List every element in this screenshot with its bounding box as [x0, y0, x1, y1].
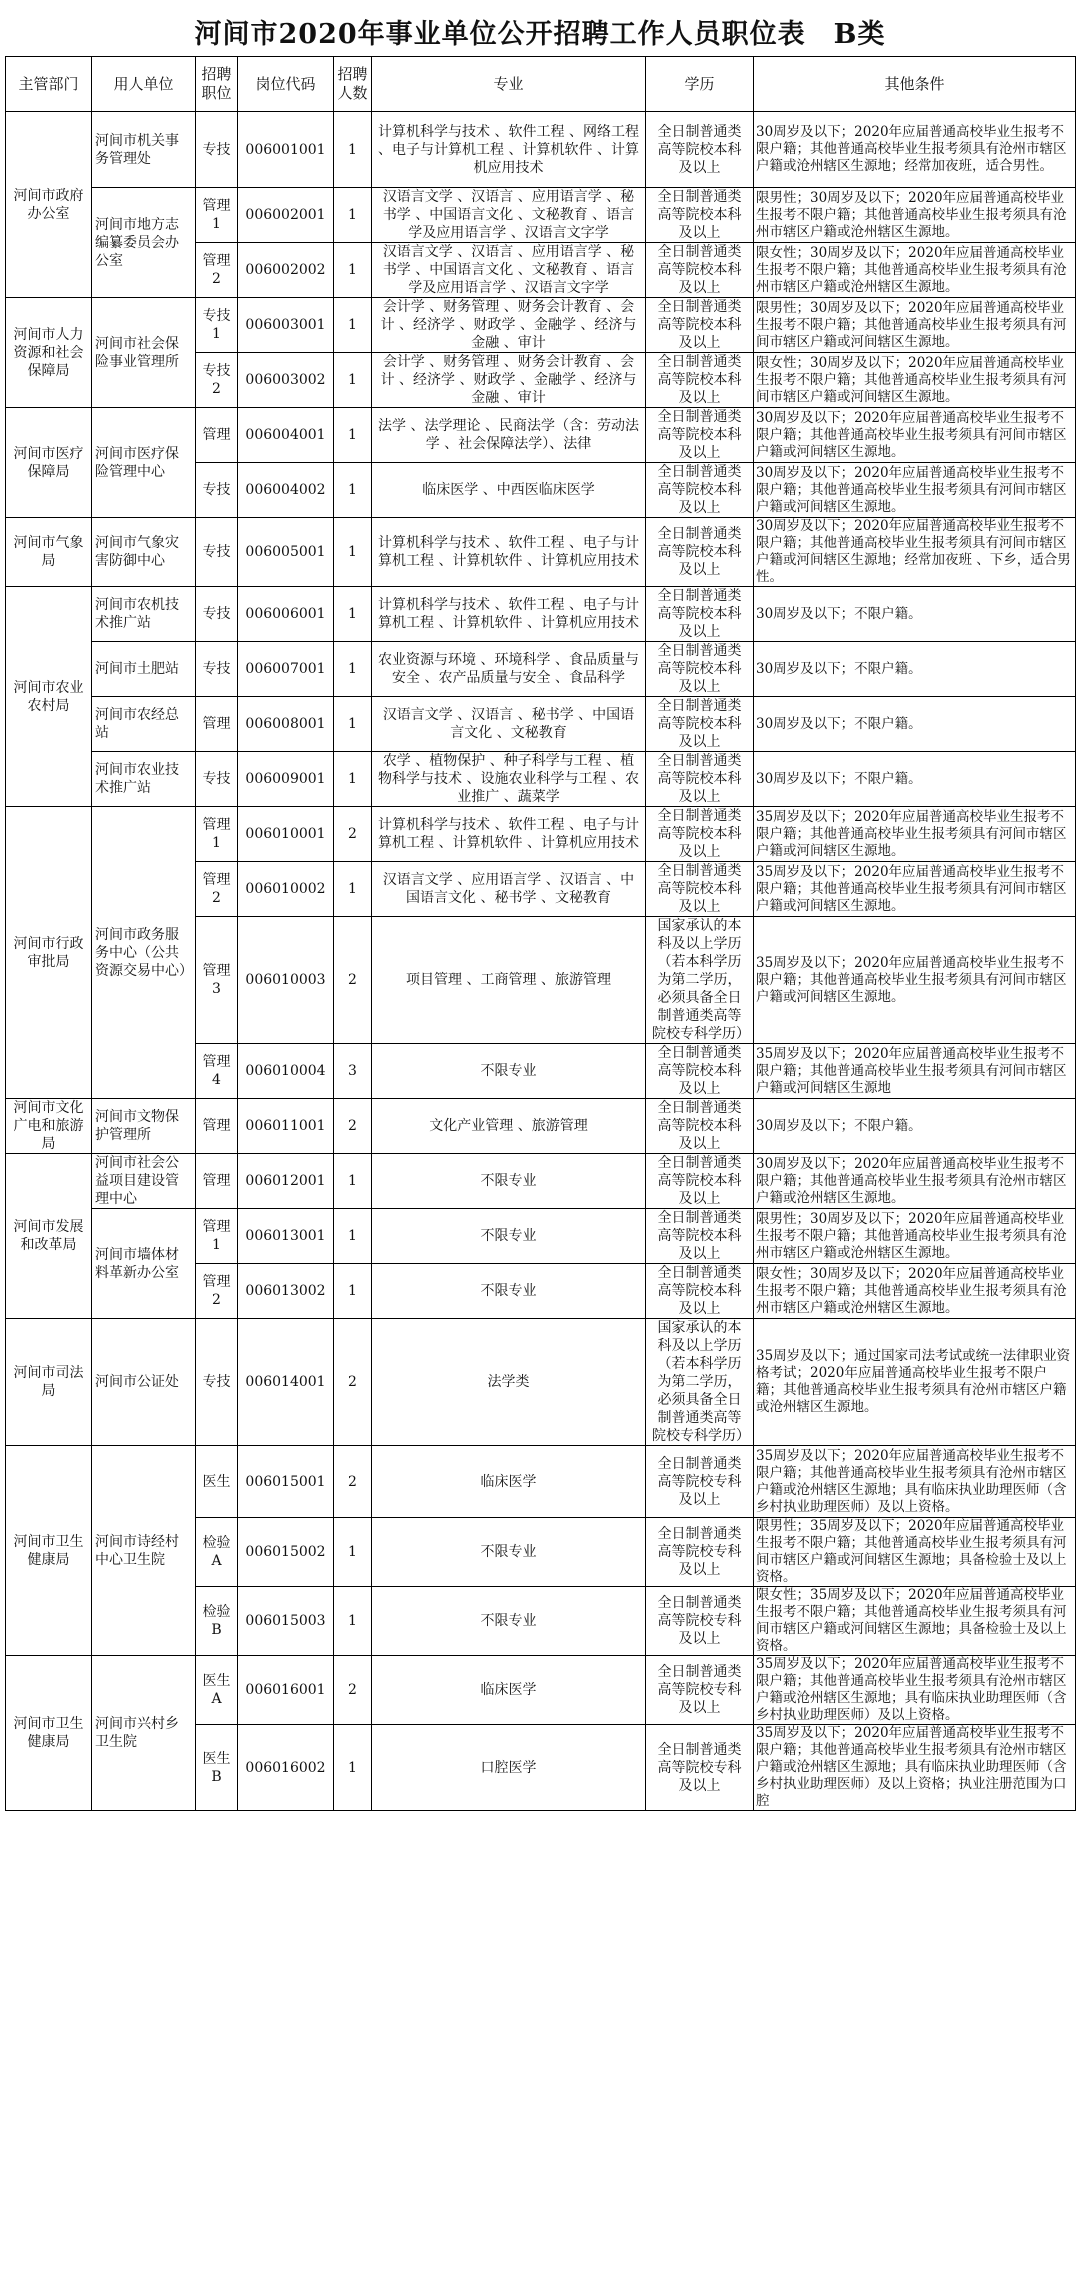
major-cell: 口腔医学 — [372, 1725, 646, 1811]
position-cell: 管理1 — [196, 1209, 238, 1264]
count-cell: 1 — [334, 752, 372, 807]
education-cell: 全日制普通类高等院校专科及以上 — [646, 1587, 754, 1656]
dept-cell: 河间市行政审批局 — [6, 807, 92, 1099]
conditions-cell: 30周岁及以下；不限户籍。 — [754, 697, 1076, 752]
count-cell: 2 — [334, 807, 372, 862]
conditions-cell: 30周岁及以下；不限户籍。 — [754, 752, 1076, 807]
education-cell: 全日制普通类高等院校本科及以上 — [646, 1044, 754, 1099]
count-cell: 1 — [334, 188, 372, 243]
education-cell: 全日制普通类高等院校专科及以上 — [646, 1656, 754, 1725]
dept-cell: 河间市人力资源和社会保障局 — [6, 298, 92, 408]
education-cell: 全日制普通类高等院校本科及以上 — [646, 587, 754, 642]
conditions-cell: 35周岁及以下；2020年应届普通高校毕业生报考不限户籍；其他普通高校毕业生报考须具有河间市辖区户籍或河间辖区生源地。 — [754, 862, 1076, 917]
unit-cell: 河间市兴村乡卫生院 — [92, 1656, 196, 1811]
unit-cell: 河间市社会保险事业管理所 — [92, 298, 196, 408]
code-cell: 006005001 — [238, 518, 334, 587]
position-cell: 专技 — [196, 1319, 238, 1446]
education-cell: 全日制普通类高等院校本科及以上 — [646, 298, 754, 353]
position-cell: 检验B — [196, 1587, 238, 1656]
major-cell: 计算机科学与技术 、软件工程 、电子与计算机工程 、计算机软件 、计算机应用技术 — [372, 587, 646, 642]
conditions-cell: 30周岁及以下；2020年应届普通高校毕业生报考不限户籍；其他普通高校毕业生报考须具有河间市辖区户籍或河间辖区生源地。 — [754, 408, 1076, 463]
dept-cell: 河间市文化广电和旅游局 — [6, 1099, 92, 1154]
conditions-cell: 35周岁及以下；2020年应届普通高校毕业生报考不限户籍；其他普通高校毕业生报考须具有河间市辖区户籍或河间辖区生源地。 — [754, 917, 1076, 1044]
position-cell: 管理3 — [196, 917, 238, 1044]
code-cell: 006016001 — [238, 1656, 334, 1725]
header-conditions: 其他条件 — [754, 57, 1076, 112]
count-cell: 1 — [334, 1264, 372, 1319]
conditions-cell: 35周岁及以下；2020年应届普通高校毕业生报考不限户籍；其他普通高校毕业生报考须具有沧州市辖区户籍或沧州辖区生源地；具有临床执业助理医师（含乡村执业助理医师）及以上资格；执业注册范围为口腔 — [754, 1725, 1076, 1811]
dept-cell: 河间市农业农村局 — [6, 587, 92, 807]
unit-cell: 河间市文物保护管理所 — [92, 1099, 196, 1154]
table-row — [6, 1099, 1076, 1154]
position-cell: 管理4 — [196, 1044, 238, 1099]
count-cell: 1 — [334, 1154, 372, 1209]
education-cell: 全日制普通类高等院校本科及以上 — [646, 642, 754, 697]
header-position: 招聘职位 — [196, 57, 238, 112]
major-cell: 会计学 、财务管理 、财务会计教育 、会计 、经济学 、财政学 、金融学 、经济与金融 、审计 — [372, 353, 646, 408]
count-cell: 2 — [334, 1656, 372, 1725]
education-cell: 全日制普通类高等院校本科及以上 — [646, 353, 754, 408]
table-row — [6, 1446, 1076, 1518]
conditions-cell: 35周岁及以下；2020年应届普通高校毕业生报考不限户籍；其他普通高校毕业生报考须具有沧州市辖区户籍或沧州辖区生源地；具有临床执业助理医师（含乡村执业助理医师）及以上资格。 — [754, 1446, 1076, 1518]
code-cell: 006010003 — [238, 917, 334, 1044]
table-row — [6, 408, 1076, 463]
major-cell: 文化产业管理 、旅游管理 — [372, 1099, 646, 1154]
position-cell: 管理 — [196, 408, 238, 463]
code-cell: 006012001 — [238, 1154, 334, 1209]
code-cell: 006001001 — [238, 112, 334, 188]
unit-cell: 河间市医疗保险管理中心 — [92, 408, 196, 518]
position-cell: 医生A — [196, 1656, 238, 1725]
dept-cell: 河间市医疗保障局 — [6, 408, 92, 518]
code-cell: 006006001 — [238, 587, 334, 642]
education-cell: 全日制普通类高等院校本科及以上 — [646, 752, 754, 807]
education-cell: 全日制普通类高等院校本科及以上 — [646, 112, 754, 188]
table-body — [6, 112, 1076, 1811]
position-cell: 专技 — [196, 112, 238, 188]
code-cell: 006010001 — [238, 807, 334, 862]
dept-cell: 河间市政府办公室 — [6, 112, 92, 298]
header-count: 招聘人数 — [334, 57, 372, 112]
major-cell: 法学 、法学理论 、民商法学（含：劳动法学 、社会保障法学）、法律 — [372, 408, 646, 463]
conditions-cell: 限女性；30周岁及以下；2020年应届普通高校毕业生报考不限户籍；其他普通高校毕业生报考须具有河间市辖区户籍或河间辖区生源地。 — [754, 353, 1076, 408]
education-cell: 全日制普通类高等院校本科及以上 — [646, 697, 754, 752]
dept-cell: 河间市卫生健康局 — [6, 1656, 92, 1811]
conditions-cell: 35周岁及以下；2020年应届普通高校毕业生报考不限户籍；其他普通高校毕业生报考须具有沧州市辖区户籍或沧州辖区生源地；具有临床执业助理医师（含乡村执业助理医师）及以上资格。 — [754, 1656, 1076, 1725]
code-cell: 006015001 — [238, 1446, 334, 1518]
education-cell: 全日制普通类高等院校本科及以上 — [646, 408, 754, 463]
table-row — [6, 298, 1076, 353]
conditions-cell: 限女性；30周岁及以下；2020年应届普通高校毕业生报考不限户籍；其他普通高校毕业生报考须具有沧州市辖区户籍或沧州辖区生源地。 — [754, 1264, 1076, 1319]
major-cell: 计算机科学与技术 、软件工程 、电子与计算机工程 、计算机软件 、计算机应用技术 — [372, 518, 646, 587]
header-code: 岗位代码 — [238, 57, 334, 112]
job-table — [5, 56, 1076, 1811]
position-cell: 管理2 — [196, 862, 238, 917]
header-major: 专业 — [372, 57, 646, 112]
table-row — [6, 188, 1076, 243]
table-row — [6, 752, 1076, 807]
major-cell: 会计学 、财务管理 、财务会计教育 、会计 、经济学 、财政学 、金融学 、经济与金融 、审计 — [372, 298, 646, 353]
unit-cell: 河间市气象灾害防御中心 — [92, 518, 196, 587]
dept-cell: 河间市司法局 — [6, 1319, 92, 1446]
code-cell: 006010004 — [238, 1044, 334, 1099]
major-cell: 临床医学 — [372, 1446, 646, 1518]
position-cell: 管理1 — [196, 188, 238, 243]
page-title: 河间市2020年事业单位公开招聘工作人员职位表 B类 — [194, 19, 886, 50]
unit-cell: 河间市墙体材料革新办公室 — [92, 1209, 196, 1319]
position-cell: 专技 — [196, 518, 238, 587]
unit-cell: 河间市农机技术推广站 — [92, 587, 196, 642]
count-cell: 1 — [334, 408, 372, 463]
position-cell: 管理2 — [196, 1264, 238, 1319]
major-cell: 汉语言文学 、汉语言 、应用语言学 、秘书学 、中国语言文化 、文秘教育 、语言学及应用语言学 、汉语言文字学 — [372, 243, 646, 298]
conditions-cell: 限男性；30周岁及以下；2020年应届普通高校毕业生报考不限户籍；其他普通高校毕业生报考须具有沧州市辖区户籍或沧州辖区生源地。 — [754, 1209, 1076, 1264]
table-row — [6, 697, 1076, 752]
count-cell: 1 — [334, 1518, 372, 1587]
conditions-cell: 30周岁及以下；2020年应届普通高校毕业生报考不限户籍；其他普通高校毕业生报考须具有沧州市辖区户籍或沧州辖区生源地。 — [754, 1154, 1076, 1209]
count-cell: 1 — [334, 1209, 372, 1264]
unit-cell: 河间市社会公益项目建设管理中心 — [92, 1154, 196, 1209]
position-cell: 医生B — [196, 1725, 238, 1811]
table-row — [6, 642, 1076, 697]
conditions-cell: 30周岁及以下；2020年应届普通高校毕业生报考不限户籍；其他普通高校毕业生报考须具有河间市辖区户籍或河间辖区生源地；经常加夜班 、下乡，适合男性。 — [754, 518, 1076, 587]
table-row — [6, 1656, 1076, 1725]
conditions-cell: 限男性；35周岁及以下；2020年应届普通高校毕业生报考不限户籍；其他普通高校毕业生报考须具有河间市辖区户籍或河间辖区生源地；具备检验士及以上资格。 — [754, 1518, 1076, 1587]
conditions-cell: 30周岁及以下；2020年应届普通高校毕业生报考不限户籍；其他普通高校毕业生报考须具有河间市辖区户籍或河间辖区生源地。 — [754, 463, 1076, 518]
code-cell: 006011001 — [238, 1099, 334, 1154]
unit-cell: 河间市公证处 — [92, 1319, 196, 1446]
position-cell: 医生 — [196, 1446, 238, 1518]
major-cell: 汉语言文学 、汉语言 、秘书学 、中国语言文化 、文秘教育 — [372, 697, 646, 752]
unit-cell: 河间市诗经村中心卫生院 — [92, 1446, 196, 1656]
education-cell: 全日制普通类高等院校本科及以上 — [646, 463, 754, 518]
major-cell: 项目管理 、工商管理 、旅游管理 — [372, 917, 646, 1044]
code-cell: 006015003 — [238, 1587, 334, 1656]
count-cell: 1 — [334, 463, 372, 518]
major-cell: 不限专业 — [372, 1044, 646, 1099]
header-dept: 主管部门 — [6, 57, 92, 112]
count-cell: 1 — [334, 243, 372, 298]
code-cell: 006002002 — [238, 243, 334, 298]
conditions-cell: 30周岁及以下；不限户籍。 — [754, 642, 1076, 697]
conditions-cell: 限男性；30周岁及以下；2020年应届普通高校毕业生报考不限户籍；其他普通高校毕业生报考须具有河间市辖区户籍或河间辖区生源地。 — [754, 298, 1076, 353]
count-cell: 1 — [334, 112, 372, 188]
position-cell: 管理2 — [196, 243, 238, 298]
conditions-cell: 限女性；35周岁及以下；2020年应届普通高校毕业生报考不限户籍；其他普通高校毕业生报考须具有河间市辖区户籍或河间辖区生源地；具备检验士及以上资格。 — [754, 1587, 1076, 1656]
education-cell: 国家承认的本科及以上学历（若本科学历为第二学历，必须具备全日制普通类高等院校专科学历） — [646, 1319, 754, 1446]
major-cell: 临床医学 — [372, 1656, 646, 1725]
major-cell: 计算机科学与技术 、软件工程 、网络工程 、电子与计算机工程 、计算机软件 、计算机应用技术 — [372, 112, 646, 188]
unit-cell: 河间市地方志编纂委员会办公室 — [92, 188, 196, 298]
count-cell: 1 — [334, 862, 372, 917]
education-cell: 全日制普通类高等院校本科及以上 — [646, 1264, 754, 1319]
count-cell: 1 — [334, 642, 372, 697]
education-cell: 全日制普通类高等院校本科及以上 — [646, 1154, 754, 1209]
position-cell: 专技2 — [196, 353, 238, 408]
unit-cell: 河间市土肥站 — [92, 642, 196, 697]
count-cell: 3 — [334, 1044, 372, 1099]
code-cell: 006009001 — [238, 752, 334, 807]
position-cell: 专技 — [196, 642, 238, 697]
conditions-cell: 35周岁及以下；通过国家司法考试或统一法律职业资格考试；2020年应届普通高校毕业生报考不限户籍；其他普通高校毕业生报考须具有沧州市辖区户籍或沧州辖区生源地。 — [754, 1319, 1076, 1446]
conditions-cell: 限女性；30周岁及以下；2020年应届普通高校毕业生报考不限户籍；其他普通高校毕业生报考须具有沧州市辖区户籍或沧州辖区生源地。 — [754, 243, 1076, 298]
code-cell: 006002001 — [238, 188, 334, 243]
table-row — [6, 807, 1076, 862]
position-cell: 专技1 — [196, 298, 238, 353]
table-row — [6, 518, 1076, 587]
unit-cell: 河间市政务服务中心（公共资源交易中心） — [92, 807, 196, 1099]
education-cell: 全日制普通类高等院校本科及以上 — [646, 807, 754, 862]
major-cell: 农业资源与环境 、环境科学 、食品质量与安全 、农产品质量与安全 、食品科学 — [372, 642, 646, 697]
position-cell: 专技 — [196, 463, 238, 518]
major-cell: 不限专业 — [372, 1209, 646, 1264]
dept-cell: 河间市发展和改革局 — [6, 1154, 92, 1319]
position-cell: 管理1 — [196, 807, 238, 862]
major-cell: 不限专业 — [372, 1587, 646, 1656]
table-row — [6, 112, 1076, 188]
conditions-cell: 限男性；30周岁及以下；2020年应届普通高校毕业生报考不限户籍；其他普通高校毕业生报考须具有沧州市辖区户籍或沧州辖区生源地。 — [754, 188, 1076, 243]
code-cell: 006007001 — [238, 642, 334, 697]
education-cell: 全日制普通类高等院校本科及以上 — [646, 1099, 754, 1154]
dept-cell: 河间市卫生健康局 — [6, 1446, 92, 1656]
education-cell: 全日制普通类高等院校本科及以上 — [646, 518, 754, 587]
major-cell: 农学 、植物保护 、种子科学与工程 、植物科学与技术 、设施农业科学与工程 、农业推广 、蔬菜学 — [372, 752, 646, 807]
code-cell: 006015002 — [238, 1518, 334, 1587]
table-row — [6, 1319, 1076, 1446]
position-cell: 管理 — [196, 1099, 238, 1154]
conditions-cell: 35周岁及以下；2020年应届普通高校毕业生报考不限户籍；其他普通高校毕业生报考须具有河间市辖区户籍或河间辖区生源地 — [754, 1044, 1076, 1099]
code-cell: 006004002 — [238, 463, 334, 518]
code-cell: 006016002 — [238, 1725, 334, 1811]
code-cell: 006003002 — [238, 353, 334, 408]
code-cell: 006008001 — [238, 697, 334, 752]
major-cell: 法学类 — [372, 1319, 646, 1446]
dept-cell: 河间市气象局 — [6, 518, 92, 587]
count-cell: 1 — [334, 587, 372, 642]
education-cell: 全日制普通类高等院校本科及以上 — [646, 188, 754, 243]
position-cell: 管理 — [196, 697, 238, 752]
position-cell: 专技 — [196, 752, 238, 807]
education-cell: 全日制普通类高等院校本科及以上 — [646, 1209, 754, 1264]
table-row — [6, 1209, 1076, 1264]
major-cell: 临床医学 、中西医临床医学 — [372, 463, 646, 518]
unit-cell: 河间市农经总站 — [92, 697, 196, 752]
education-cell: 全日制普通类高等院校专科及以上 — [646, 1725, 754, 1811]
major-cell: 不限专业 — [372, 1154, 646, 1209]
education-cell: 全日制普通类高等院校专科及以上 — [646, 1518, 754, 1587]
code-cell: 006010002 — [238, 862, 334, 917]
education-cell: 全日制普通类高等院校专科及以上 — [646, 1446, 754, 1518]
count-cell: 1 — [334, 298, 372, 353]
code-cell: 006014001 — [238, 1319, 334, 1446]
table-header-row — [6, 57, 1076, 112]
code-cell: 006013001 — [238, 1209, 334, 1264]
count-cell: 2 — [334, 1319, 372, 1446]
count-cell: 2 — [334, 917, 372, 1044]
education-cell: 全日制普通类高等院校本科及以上 — [646, 862, 754, 917]
major-cell: 不限专业 — [372, 1264, 646, 1319]
table-row — [6, 587, 1076, 642]
count-cell: 1 — [334, 353, 372, 408]
position-cell: 专技 — [196, 587, 238, 642]
count-cell: 2 — [334, 1099, 372, 1154]
conditions-cell: 35周岁及以下；2020年应届普通高校毕业生报考不限户籍；其他普通高校毕业生报考须具有河间市辖区户籍或河间辖区生源地。 — [754, 807, 1076, 862]
table-row — [6, 1154, 1076, 1209]
conditions-cell: 30周岁及以下；2020年应届普通高校毕业生报考不限户籍；其他普通高校毕业生报考须具有沧州市辖区户籍或沧州辖区生源地；经常加夜班，适合男性。 — [754, 112, 1076, 188]
education-cell: 国家承认的本科及以上学历（若本科学历为第二学历，必须具备全日制普通类高等院校专科学历） — [646, 917, 754, 1044]
position-cell: 管理 — [196, 1154, 238, 1209]
conditions-cell: 30周岁及以下；不限户籍。 — [754, 1099, 1076, 1154]
unit-cell: 河间市农业技术推广站 — [92, 752, 196, 807]
position-cell: 检验A — [196, 1518, 238, 1587]
education-cell: 全日制普通类高等院校本科及以上 — [646, 243, 754, 298]
major-cell: 计算机科学与技术 、软件工程 、电子与计算机工程 、计算机软件 、计算机应用技术 — [372, 807, 646, 862]
conditions-cell: 30周岁及以下；不限户籍。 — [754, 587, 1076, 642]
header-education: 学历 — [646, 57, 754, 112]
code-cell: 006003001 — [238, 298, 334, 353]
code-cell: 006004001 — [238, 408, 334, 463]
count-cell: 1 — [334, 697, 372, 752]
unit-cell: 河间市机关事务管理处 — [92, 112, 196, 188]
count-cell: 2 — [334, 1446, 372, 1518]
code-cell: 006013002 — [238, 1264, 334, 1319]
major-cell: 不限专业 — [372, 1518, 646, 1587]
count-cell: 1 — [334, 518, 372, 587]
header-unit: 用人单位 — [92, 57, 196, 112]
major-cell: 汉语言文学 、应用语言学 、汉语言 、中国语言文化 、秘书学 、文秘教育 — [372, 862, 646, 917]
count-cell: 1 — [334, 1587, 372, 1656]
major-cell: 汉语言文学 、汉语言 、应用语言学 、秘书学 、中国语言文化 、文秘教育 、语言学及应用语言学 、汉语言文字学 — [372, 188, 646, 243]
count-cell: 1 — [334, 1725, 372, 1811]
